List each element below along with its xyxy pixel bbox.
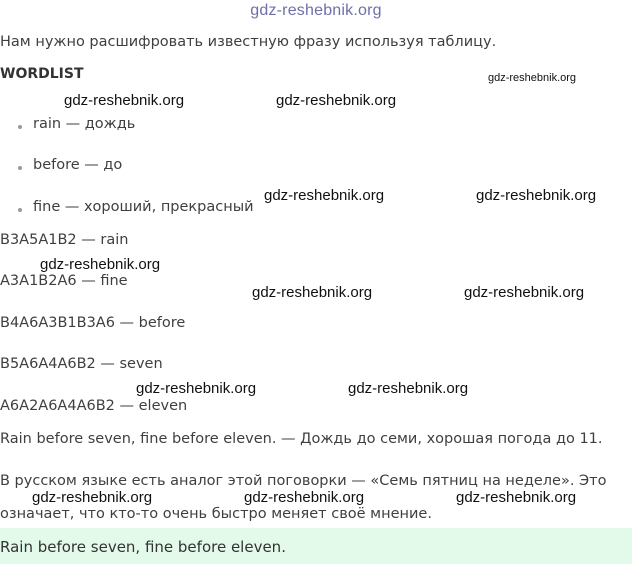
explanation-text: В русском языке есть аналог этой поговорки — «Семь пятниц на неделе». Это [0, 473, 607, 489]
explanation-text: означает, что кто-то очень быстро меняет своё мнение. [0, 506, 432, 522]
watermark: gdz-reshebnik.org [348, 380, 469, 397]
watermark: gdz-reshebnik.org [488, 72, 577, 84]
watermark: gdz-reshebnik.org [32, 489, 153, 506]
watermark: gdz-reshebnik.org [252, 284, 373, 301]
bullet-icon [18, 166, 22, 170]
bullet-icon [18, 208, 22, 212]
wordlist-item: fine — хороший, прекрасный [33, 199, 254, 215]
code-line: B4A6A3B1B3A6 — before [0, 315, 186, 331]
wordlist-heading: WORDLIST [0, 66, 84, 82]
watermark: gdz-reshebnik.org [136, 380, 257, 397]
watermark: gdz-reshebnik.org [244, 489, 365, 506]
watermark: gdz-reshebnik.org [476, 187, 597, 204]
answer-text: Rain before seven, fine before eleven. [0, 538, 286, 556]
code-line: B5A6A4A6B2 — seven [0, 356, 163, 372]
intro-text: Нам нужно расшифровать известную фразу используя таблицу. [0, 34, 497, 50]
watermark: gdz-reshebnik.org [264, 187, 385, 204]
bullet-icon [18, 125, 22, 129]
translation-text: Rain before seven, fine before eleven. — Дождь до семи, хорошая погода до 11. [0, 431, 603, 447]
watermark: gdz-reshebnik.org [64, 92, 185, 109]
watermark: gdz-reshebnik.org [456, 489, 577, 506]
watermark: gdz-reshebnik.org [464, 284, 585, 301]
site-title: gdz-reshebnik.org [250, 2, 382, 19]
code-line: B3A5A1B2 — rain [0, 232, 129, 248]
watermark: gdz-reshebnik.org [276, 92, 397, 109]
wordlist-item: rain — дождь [33, 116, 136, 132]
wordlist-item: before — до [33, 157, 123, 173]
code-line: A3A1B2A6 — fine [0, 273, 128, 289]
code-line: A6A2A6A4A6B2 — eleven [0, 398, 188, 414]
watermark: gdz-reshebnik.org [40, 256, 161, 273]
answer-box [0, 528, 632, 564]
